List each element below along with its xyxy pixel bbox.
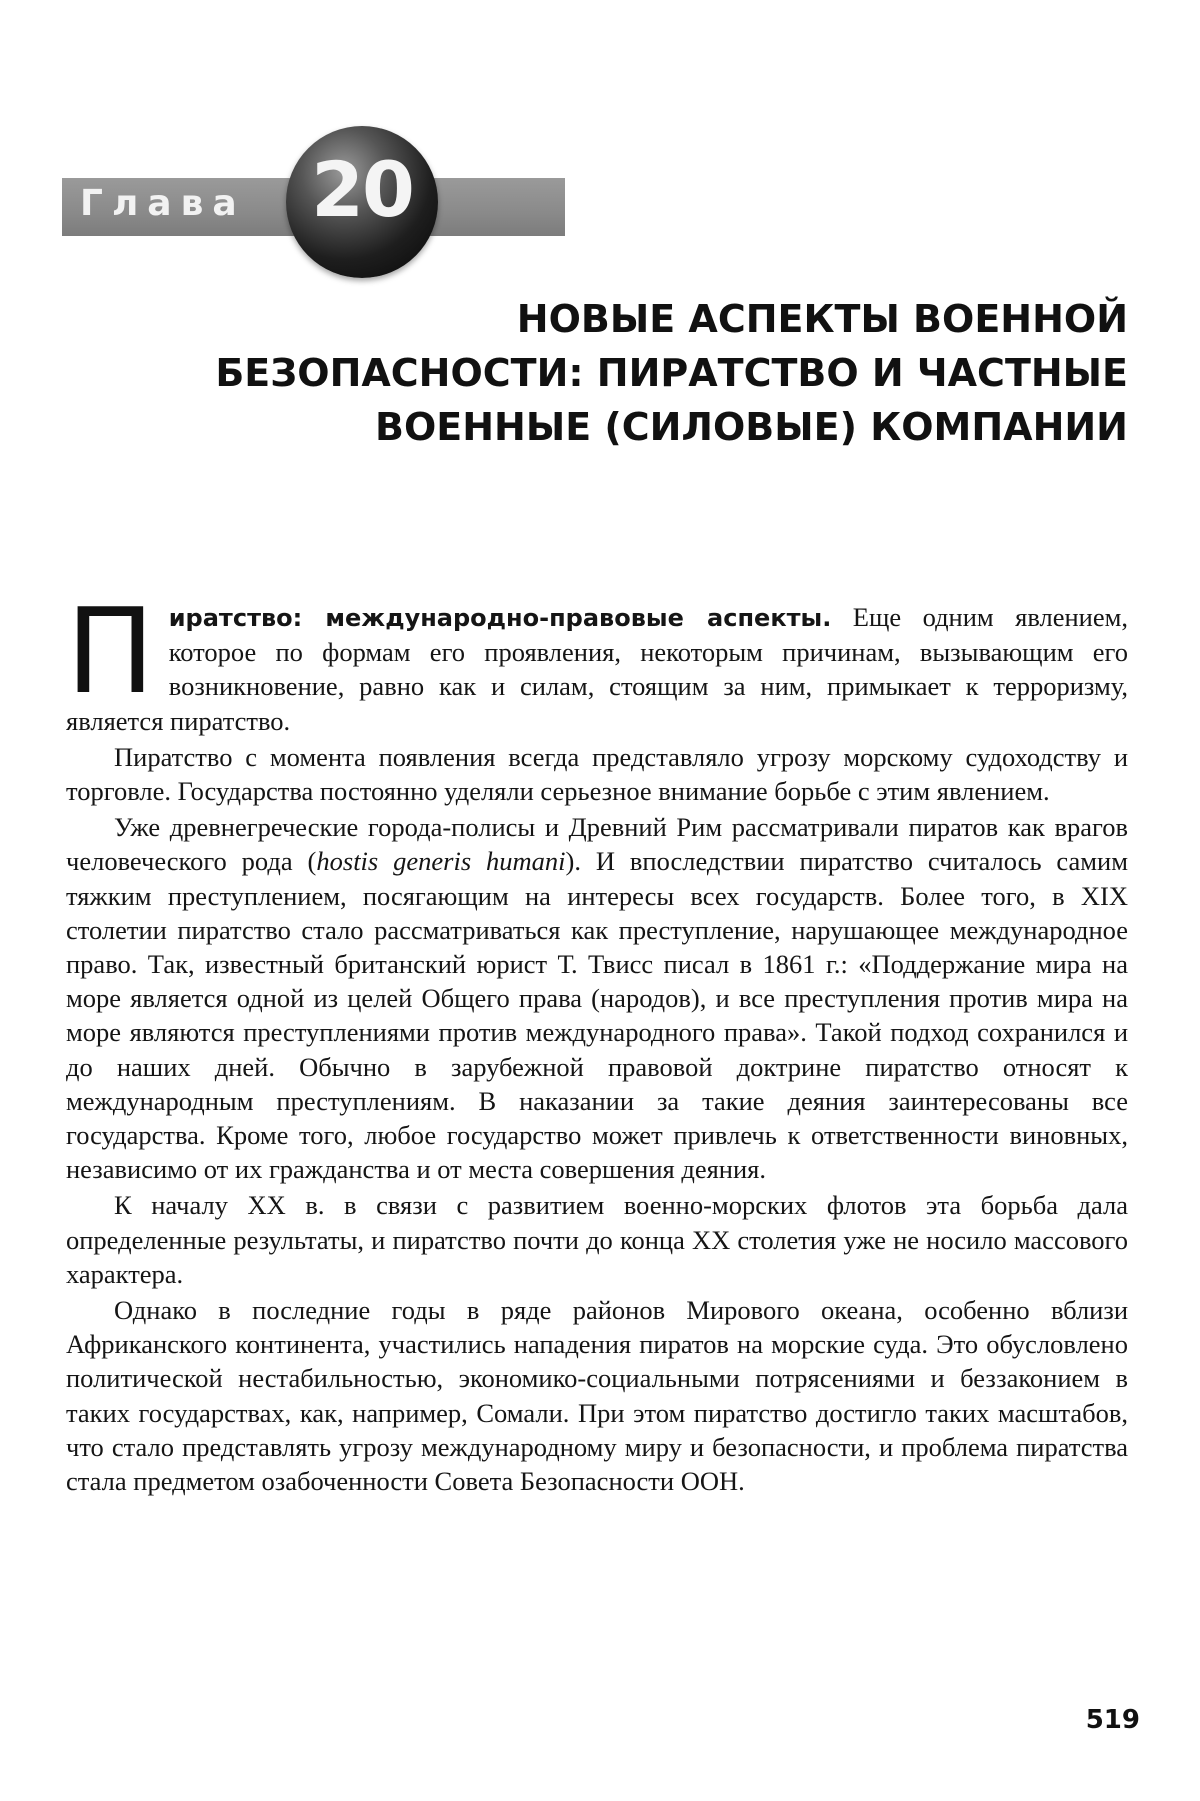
paragraph-3-text-b: ). И впоследствии пиратство считалось самим тяжким преступлением, посягающим на интересы всех государств. Более того, в XIX столетии пиратство стало рассматриваться как преступление, нарушающее международное право. Так, известный британский юрист Т. Твисс писал в 1861 г.: «Поддержание мира на море является одной из целей Общего права (народов), и все преступления против мира на море являются преступлениями против международного права». Такой подход сохранился и до наших дней. Обычно в зарубежной правовой доктрине пиратство относят к международным преступлениям. В наказании за такие деяния заинтересованы все государства. Кроме того, любое государство может привлечь к ответственности виновных, независимо от их гражданства и от места совершения деяния. <box>66 846 1128 1185</box>
paragraph-3 <box>66 810 1128 1186</box>
paragraph-1-text: Еще одним явлением, которое по формам его проявления, некоторым причинам, вызывающим его возникновение, равно как и силам, стоящим за ним, примыкает к терроризму, является пиратство. <box>66 602 1128 736</box>
page-number: 519 <box>1085 1705 1140 1735</box>
latin-phrase: hostis generis humani <box>316 846 566 877</box>
paragraph-4: К началу XX в. в связи с развитием военно-морских флотов эта борьба дала определенные результаты, и пиратство почти до конца XX столетия уже не носило массового характера. <box>66 1190 1128 1289</box>
chapter-title-line-2: БЕЗОПАСНОСТИ: ПИРАТСТВО И ЧАСТНЫЕ <box>215 351 1128 395</box>
paragraph-2: Пиратство с момента появления всегда представляло угрозу морскому судоходству и торговле. Государства постоянно уделяли серьезное внимание борьбе с этим явлением. <box>66 741 1128 807</box>
chapter-number: 20 <box>311 145 413 234</box>
paragraph-1 <box>66 582 1128 738</box>
chapter-title-line-3: ВОЕННЫЕ (СИЛОВЫЕ) КОМПАНИИ <box>374 405 1128 449</box>
section-lead-heading: иратство: международно-правовые аспекты. <box>168 604 832 632</box>
paragraph-3-text-a: Уже древнегреческие города-полисы и Древний Рим рассматривали пиратов как врагов человеческого рода ( <box>66 812 1128 877</box>
chapter-word: Глава <box>80 183 246 224</box>
chapter-title <box>120 292 1128 454</box>
chapter-title-line-1: НОВЫЕ АСПЕКТЫ ВОЕННОЙ <box>516 297 1128 341</box>
chapter-number-badge <box>286 126 438 278</box>
drop-cap: П <box>66 582 155 720</box>
body-text <box>66 582 1128 1500</box>
paragraph-5: Однако в последние годы в ряде районов Мирового океана, особенно вблизи Африканского континента, участились нападения пиратов на морские суда. Это обусловлено политической нестабильностью, экономико-социальными потрясениями и беззаконием в таких государствах, как, например, Сомали. При этом пиратство достигло таких масштабов, что стало представлять угрозу международному миру и безопасности, и проблема пиратства стала предметом озабоченности Совета Безопасности ООН. <box>66 1295 1128 1497</box>
